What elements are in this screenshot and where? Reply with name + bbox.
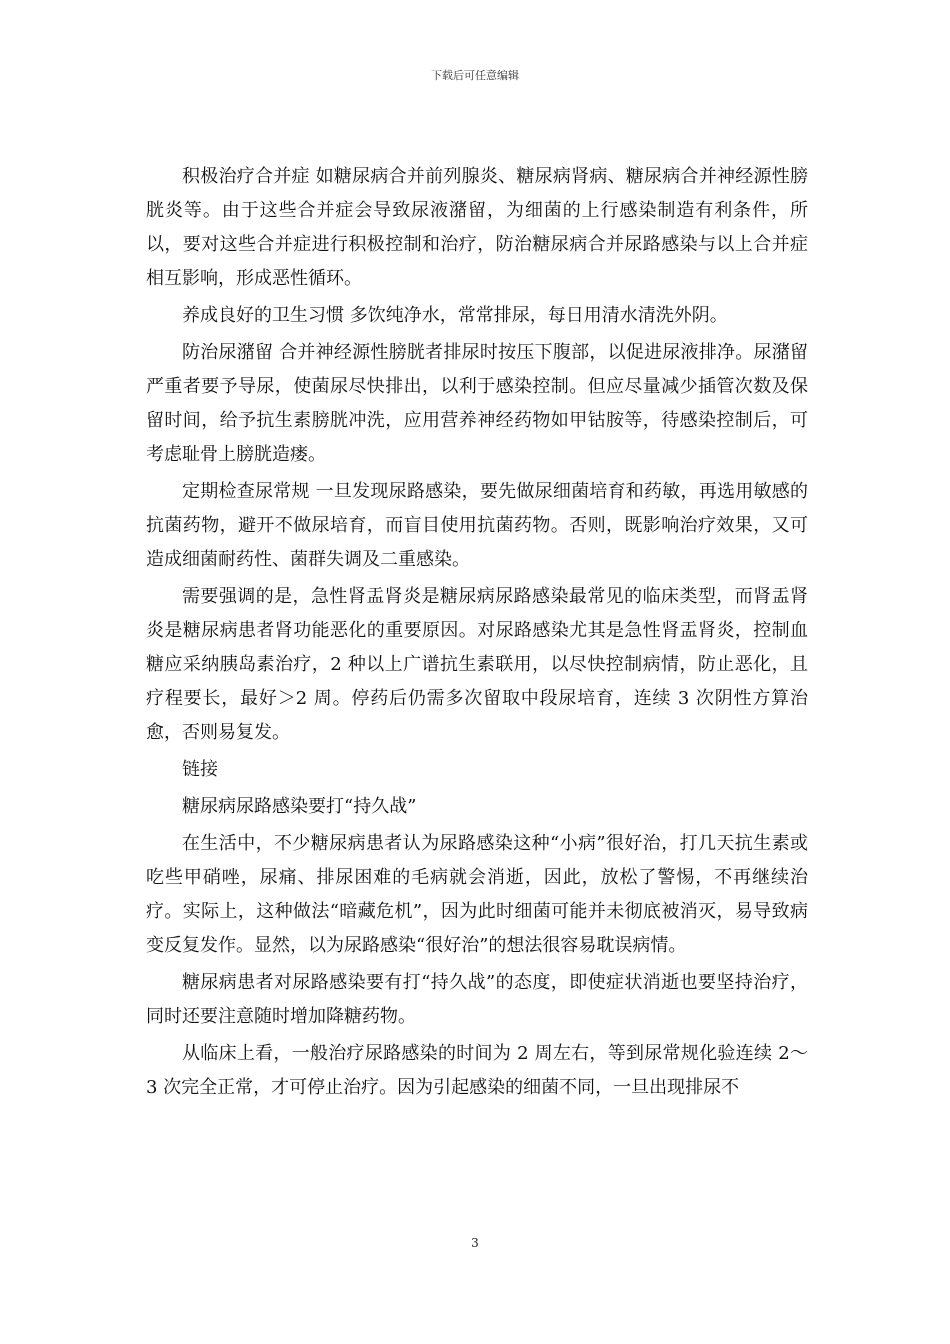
- paragraph-urine-check: 定期检查尿常规 一旦发现尿路感染，要先做尿细菌培育和药敏，再选用敏感的抗菌药物，避开不做尿培育，而盲目使用抗菌药物。否则，既影响治疗效果，又可造成细菌耐药性、菌群失调及二重感染。: [146, 481, 808, 570]
- paragraph-clinical: 从临床上看，一般治疗尿路感染的时间为 2 周左右，等到尿常规化验连续 2～3 次完全正常，才可停止治疗。因为引起感染的细菌不同，一旦出现排尿不: [146, 1043, 808, 1098]
- link-label: 链接: [182, 759, 218, 780]
- document-body: [146, 160, 808, 1108]
- paragraph-daily-life: 在生活中，不少糖尿病患者认为尿路感染这种“小病”很好治，打几天抗生素或吃些甲硝唑，尿痛、排尿困难的毛病就会消逝，因此，放松了警惕，不再继续治疗。实际上，这种做法“暗藏危机”，因为此时细菌可能并未彻底被消灭，易导致病变反复发作。显然，以为尿路感染“很好治”的想法很容易耽误病情。: [146, 833, 808, 956]
- section-heading: 糖尿病尿路感染要打“持久战”: [182, 796, 417, 817]
- paragraph-hygiene: 养成良好的卫生习惯 多饮纯净水，常常排尿，每日用清水清洗外阴。: [182, 305, 728, 326]
- paragraph-emphasis: 需要强调的是，急性肾盂肾炎是糖尿病尿路感染最常见的临床类型，而肾盂肾炎是糖尿病患者肾功能恶化的重要原因。对尿路感染尤其是急性肾盂肾炎，控制血糖应采纳胰岛素治疗，2 种以上广谱抗生素联用，以尽快控制病情，防止恶化，且疗程要长，最好＞2 周。停药后仍需多次留取中段尿培育，连续 3 次阴性方算治愈，否则易复发。: [146, 586, 808, 743]
- paragraph-urinary-retention: 防治尿潴留 合并神经源性膀胱者排尿时按压下腹部，以促进尿液排净。尿潴留严重者要予导尿，使菌尿尽快排出，以利于感染控制。但应尽量减少插管次数及保留时间，给予抗生素膀胱冲洗，应用营养神经药物如甲钴胺等，待感染控制后，可考虑耻骨上膀胱造瘘。: [146, 342, 808, 465]
- paragraph-complications: 积极治疗合并症 如糖尿病合并前列腺炎、糖尿病肾病、糖尿病合并神经源性膀胱炎等。由于这些合并症会导致尿液潴留，为细菌的上行感染制造有利条件，所以，要对这些合并症进行积极控制和治疗，防治糖尿病合并尿路感染与以上合并症相互影响，形成恶性循环。: [146, 166, 808, 289]
- paragraph-long-term: 糖尿病患者对尿路感染要有打“持久战”的态度，即使症状消逝也要坚持治疗，同时还要注意随时增加降糖药物。: [146, 972, 808, 1027]
- header-note: 下载后可任意编辑: [431, 69, 519, 82]
- page-number: 3: [471, 1236, 479, 1250]
